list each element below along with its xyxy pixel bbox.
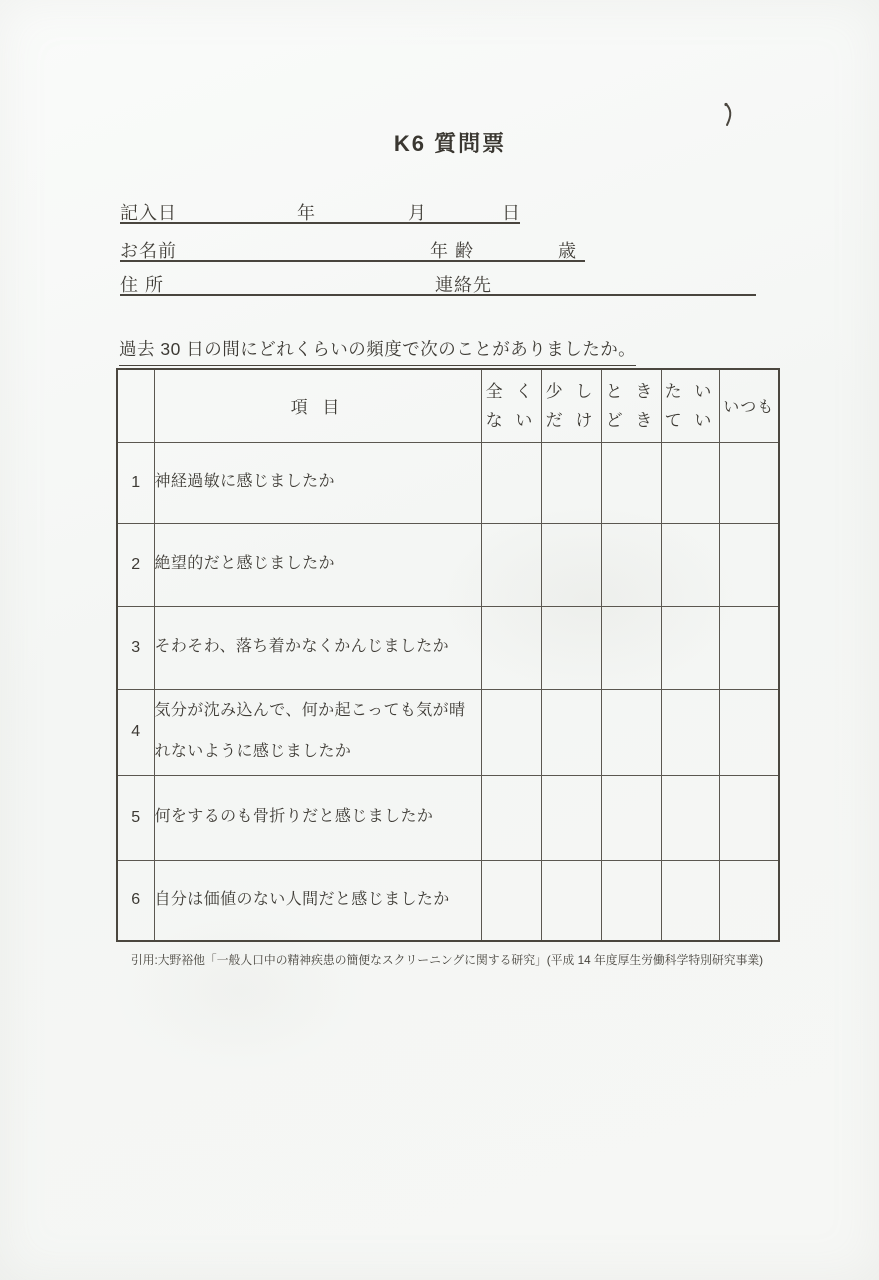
answer-cell [541, 523, 601, 606]
form-title: K6 質問票 [393, 131, 507, 156]
question-row [117, 775, 779, 860]
answer-cell [601, 606, 661, 689]
citation-text: 引用:大野裕他「一般人口中の精神疾患の簡便なスクリーニングに関する研究」(平成 14 年度厚生労働科学特別研究事業) [130, 953, 764, 967]
question-number: 1 [117, 442, 154, 523]
answer-cell [661, 860, 719, 941]
address-label: 住 所 [120, 275, 165, 295]
answer-cell [541, 775, 601, 860]
answer-cell [719, 523, 779, 606]
item-column-header: 項 目 [154, 369, 481, 442]
answer-cell [719, 775, 779, 860]
question-text: 神経過敏に感じましたか [154, 442, 481, 523]
answer-cell [541, 606, 601, 689]
question-text: 何をするのも骨折りだと感じましたか [154, 775, 481, 860]
question-number: 5 [117, 775, 154, 860]
question-row [117, 860, 779, 941]
answer-cell [661, 775, 719, 860]
instruction-text: 過去 30 日の間にどれくらいの頻度で次のことがありましたか。 [119, 336, 636, 366]
answer-cell [481, 442, 541, 523]
question-row [117, 523, 779, 606]
date-label: 記入日 [120, 203, 177, 223]
answer-cell [601, 523, 661, 606]
question-row [117, 689, 779, 775]
name-label: お名前 [120, 241, 177, 261]
contact-label: 連絡先 [435, 275, 492, 295]
answer-cell [601, 689, 661, 775]
question-text: 気分が沈み込んで、何か起こっても気が晴れないように感じましたか [154, 689, 481, 775]
answer-cell [601, 775, 661, 860]
question-row [117, 606, 779, 689]
name-fill-line [120, 260, 585, 262]
answer-cell [541, 860, 601, 941]
answer-cell [661, 689, 719, 775]
k6-question-table [116, 368, 780, 942]
answer-cell [661, 606, 719, 689]
month-label: 月 [408, 203, 427, 223]
freq-header-always: いつも [719, 369, 779, 442]
answer-cell [601, 442, 661, 523]
question-text: そわそわ、落ち着かなくかんじましたか [154, 606, 481, 689]
age-label: 年 齢 [430, 241, 475, 261]
freq-header-never: 全 く な い [481, 369, 541, 442]
freq-header-sometimes: と き ど き [601, 369, 661, 442]
day-label: 日 [502, 203, 521, 223]
number-column-header [117, 369, 154, 442]
answer-cell [661, 523, 719, 606]
answer-cell [601, 860, 661, 941]
question-number: 2 [117, 523, 154, 606]
scan-artifact-mark [722, 102, 738, 128]
freq-header-little: 少 し だ け [541, 369, 601, 442]
address-fill-line [120, 294, 756, 296]
question-text: 絶望的だと感じましたか [154, 523, 481, 606]
answer-cell [481, 606, 541, 689]
question-number: 3 [117, 606, 154, 689]
freq-header-often: た い て い [661, 369, 719, 442]
answer-cell [719, 860, 779, 941]
question-text: 自分は価値のない人間だと感じましたか [154, 860, 481, 941]
answer-cell [481, 860, 541, 941]
question-row [117, 442, 779, 523]
question-number: 6 [117, 860, 154, 941]
answer-cell [719, 442, 779, 523]
answer-cell [541, 442, 601, 523]
year-label: 年 [297, 203, 316, 223]
answer-cell [719, 689, 779, 775]
answer-cell [661, 442, 719, 523]
date-fill-line [120, 222, 520, 224]
answer-cell [481, 775, 541, 860]
answer-cell [481, 523, 541, 606]
age-unit-label: 歳 [558, 241, 577, 261]
question-number: 4 [117, 689, 154, 775]
table-header-row [117, 369, 779, 442]
answer-cell [541, 689, 601, 775]
answer-cell [719, 606, 779, 689]
answer-cell [481, 689, 541, 775]
